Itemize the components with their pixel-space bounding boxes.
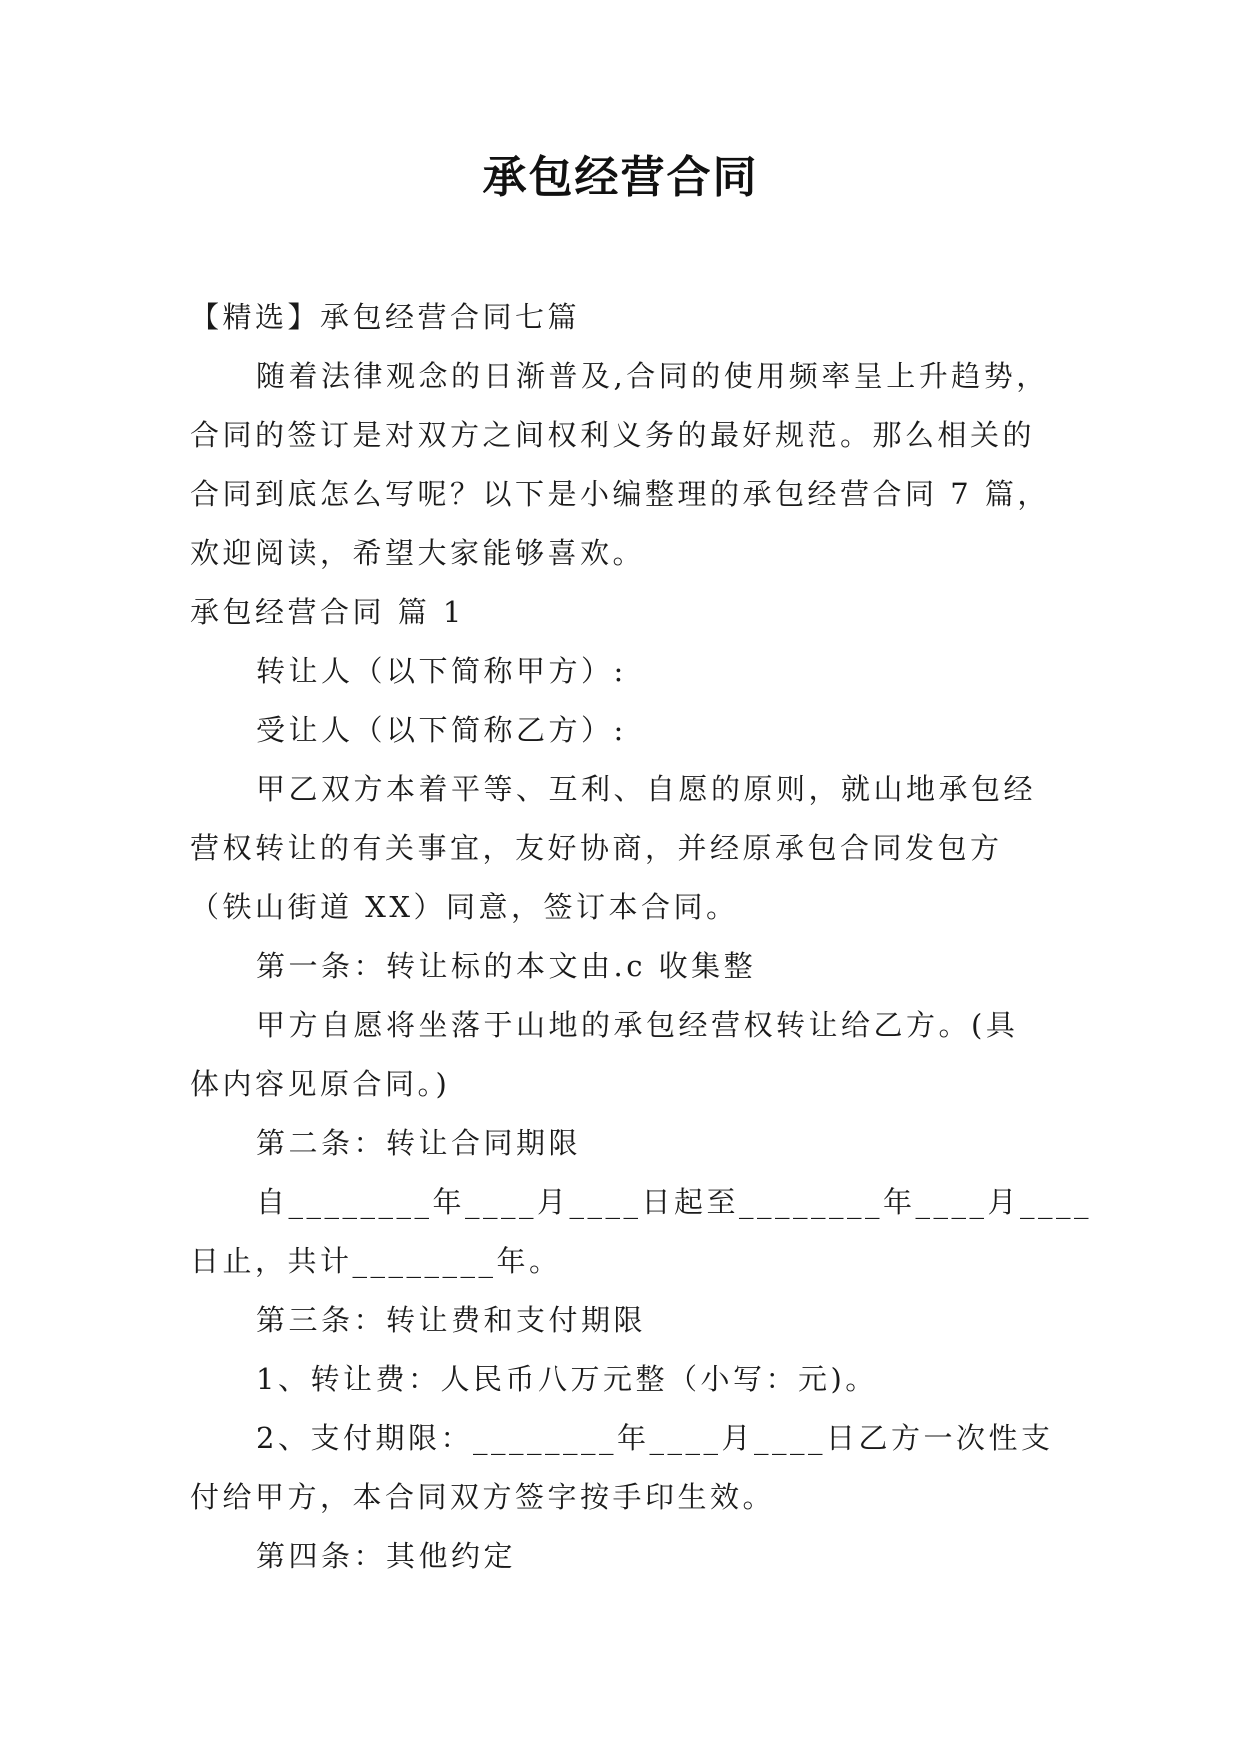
text-line: 第二条：转让合同期限 — [256, 1126, 582, 1160]
text-line: 甲方自愿将坐落于山地的承包经营权转让给乙方。(具 — [256, 1008, 1019, 1042]
text-line: （铁山街道 XX）同意，签订本合同。 — [190, 890, 739, 924]
text-line: 承包经营合同 篇 1 — [190, 595, 465, 629]
text-line: 欢迎阅读，希望大家能够喜欢。 — [190, 536, 646, 570]
text-line: 第一条：转让标的本文由.c 收集整 — [256, 949, 757, 983]
text-line: 合同的签订是对双方之间权利义务的最好规范。那么相关的 — [190, 418, 1036, 452]
text-line: 日止，共计________年。 — [190, 1244, 562, 1278]
text-line: 营权转让的有关事宜，友好协商，并经原承包合同发包方 — [190, 831, 1003, 865]
document-body — [190, 288, 1093, 1586]
text-line: 自________年____月____日起至________年____月____ — [256, 1185, 1093, 1219]
text-line: 受让人（以下简称乙方）: — [256, 713, 627, 747]
text-line: 合同到底怎么写呢？以下是小编整理的承包经营合同 7 篇， — [190, 477, 1050, 511]
text-line: 2、支付期限：________年____月____日乙方一次性支 — [256, 1421, 1054, 1455]
text-line: 随着法律观念的日渐普及,合同的使用频率呈上升趋势， — [256, 359, 1049, 393]
text-line: 第四条：其他约定 — [256, 1539, 517, 1573]
text-line: 体内容见原合同。) — [190, 1067, 451, 1101]
text-line: 转让人（以下简称甲方）: — [256, 654, 627, 688]
text-line: 第三条：转让费和支付期限 — [256, 1303, 647, 1337]
text-line: 1、转让费：人民币八万元整（小写：元)。 — [256, 1362, 878, 1396]
text-line: 付给甲方，本合同双方签字按手印生效。 — [190, 1480, 776, 1514]
text-line: 【精选】承包经营合同七篇 — [190, 300, 581, 334]
document-title: 承包经营合同 — [482, 152, 759, 203]
text-line: 甲乙双方本着平等、互利、自愿的原则，就山地承包经 — [256, 772, 1037, 806]
